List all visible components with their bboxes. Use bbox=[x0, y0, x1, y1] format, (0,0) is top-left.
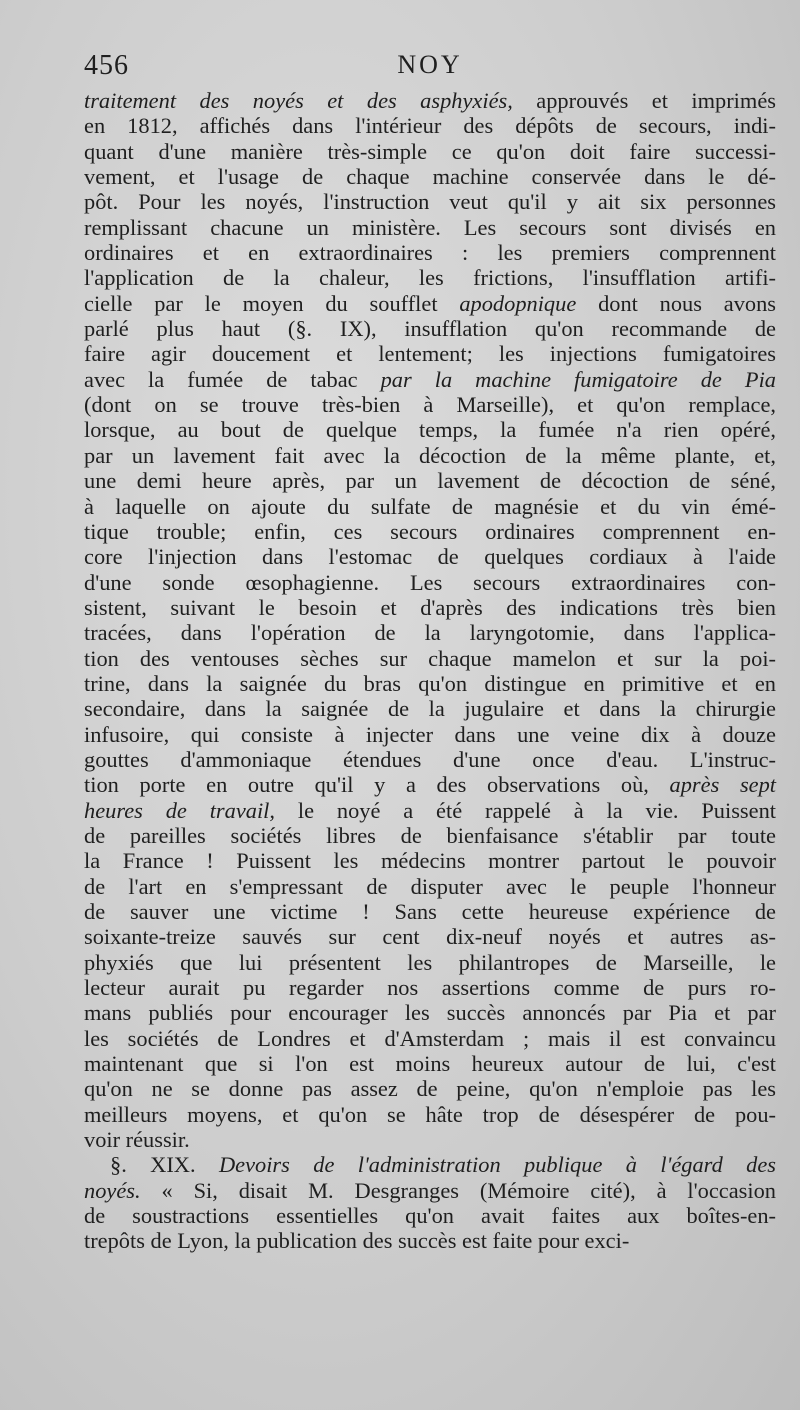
text-line bbox=[84, 341, 776, 366]
text-line bbox=[84, 899, 776, 924]
text-segment: une demi heure après, par un lavement de décoction de séné, bbox=[84, 468, 776, 494]
text-segment: infusoire, qui consiste à injecter dans une veine dix à douze bbox=[84, 721, 776, 747]
text-line bbox=[84, 1203, 776, 1228]
text-line bbox=[84, 1102, 776, 1127]
text-segment: l'application de la chaleur, les frictions, l'insufflation artifi- bbox=[84, 265, 776, 291]
text-line bbox=[84, 291, 776, 316]
text-line bbox=[84, 1026, 776, 1051]
text-line bbox=[84, 113, 776, 138]
italic-segment: Devoirs de l'administration publique à l'égard des bbox=[218, 1152, 776, 1178]
text-segment: dont nous avons bbox=[576, 290, 777, 316]
text-segment: la France ! Puissent les médecins montrer partout le pouvoir bbox=[84, 848, 776, 874]
text-line bbox=[84, 139, 776, 164]
text-line bbox=[84, 265, 776, 290]
text-segment: ordinaires et en extraordinaires : les premiers comprennent bbox=[84, 240, 776, 266]
italic-segment: par la machine fumigatoire de Pia bbox=[380, 366, 776, 392]
text-segment: de sauver une victime ! Sans cette heureuse expérience de bbox=[84, 899, 776, 924]
text-line bbox=[84, 392, 776, 417]
text-line bbox=[84, 975, 776, 1000]
text-segment: de pareilles sociétés libres de bienfaisance s'établir par toute bbox=[84, 822, 776, 848]
italic-segment: traitement des noyés et des asphyxiés, bbox=[84, 88, 513, 113]
text-segment: approuvés et imprimés bbox=[512, 88, 776, 113]
text-line bbox=[84, 468, 776, 493]
text-segment: tique trouble; enfin, ces secours ordinaires comprennent en- bbox=[84, 518, 776, 544]
text-line bbox=[84, 620, 776, 645]
text-line bbox=[84, 772, 776, 797]
text-segment: à laquelle on ajoute du sulfate de magnésie et du vin émé- bbox=[84, 493, 776, 519]
text-segment: trepôts de Lyon, la publication des succès est faite pour exci- bbox=[84, 1228, 630, 1254]
text-segment: tracées, dans l'opération de la laryngotomie, dans l'applica- bbox=[84, 620, 776, 646]
text-segment: d'une sonde œsophagienne. Les secours extraordinaires con- bbox=[84, 569, 776, 595]
text-line bbox=[84, 722, 776, 747]
text-segment: en 1812, affichés dans l'intérieur des dépôts de secours, indi- bbox=[84, 113, 776, 139]
text-line bbox=[84, 544, 776, 569]
text-segment: de soustractions essentielles qu'on avait faites aux boîtes-en- bbox=[84, 1203, 776, 1229]
running-head: NOY bbox=[397, 50, 463, 79]
text-line bbox=[84, 1152, 776, 1177]
text-segment: maintenant que si l'on est moins heureux autour de lui, c'est bbox=[84, 1051, 776, 1077]
text-segment: voir réussir. bbox=[84, 1127, 190, 1153]
text-line bbox=[84, 316, 776, 341]
text-line bbox=[84, 240, 776, 265]
text-segment: qu'on ne se donne pas assez de peine, qu'on n'emploie pas les bbox=[84, 1076, 776, 1102]
text-line bbox=[84, 1051, 776, 1076]
text-segment: les sociétés de Londres et d'Amsterdam ; mais il est convaincu bbox=[84, 1025, 776, 1051]
text-segment: tion des ventouses sèches sur chaque mamelon et sur la poi- bbox=[84, 645, 776, 671]
text-segment: remplissant chacune un ministère. Les secours sont divisés en bbox=[84, 214, 776, 240]
text-segment: mans publiés pour encourager les succès annoncés par Pia et par bbox=[84, 1000, 776, 1026]
text-line bbox=[84, 88, 776, 113]
text-line bbox=[84, 417, 776, 442]
text-line bbox=[84, 924, 776, 949]
text-line bbox=[84, 1127, 776, 1152]
text-segment: lorsque, au bout de quelque temps, la fumée n'a rien opéré, bbox=[84, 417, 776, 443]
text-line bbox=[84, 570, 776, 595]
text-line bbox=[84, 747, 776, 772]
body-text bbox=[84, 88, 776, 1254]
italic-segment: heures de travail, bbox=[84, 797, 276, 823]
text-line bbox=[84, 215, 776, 240]
text-segment: secondaire, dans la saignée de la jugulaire et dans la chirurgie bbox=[84, 696, 776, 722]
text-line bbox=[84, 189, 776, 214]
text-segment: cielle par le moyen du soufflet bbox=[84, 290, 460, 316]
text-line bbox=[84, 164, 776, 189]
text-segment: §. XIX. bbox=[110, 1152, 219, 1178]
text-segment: sistent, suivant le besoin et d'après des indications très bien bbox=[84, 594, 776, 620]
text-line bbox=[84, 494, 776, 519]
text-segment: (dont on se trouve très-bien à Marseille), et qu'on remplace, bbox=[84, 392, 776, 418]
page-header bbox=[84, 50, 776, 90]
text-segment: pôt. Pour les noyés, l'instruction veut qu'il y ait six personnes bbox=[84, 189, 776, 215]
text-segment: core l'injection dans l'estomac de quelques cordiaux à l'aide bbox=[84, 544, 776, 570]
text-segment: faire agir doucement et lentement; les injections fumigatoires bbox=[84, 341, 776, 367]
italic-segment: après sept bbox=[669, 772, 777, 798]
text-segment: « Si, disait M. Desgranges (Mémoire cité), à l'occasion bbox=[140, 1177, 776, 1203]
text-segment: par un lavement fait avec la décoction de la même plante, et, bbox=[84, 442, 776, 468]
text-line bbox=[84, 1000, 776, 1025]
text-line bbox=[84, 443, 776, 468]
text-segment: tion porte en outre qu'il y a des observations où, bbox=[84, 772, 670, 798]
text-line bbox=[84, 696, 776, 721]
text-line bbox=[84, 874, 776, 899]
text-line bbox=[84, 595, 776, 620]
text-line bbox=[84, 823, 776, 848]
text-line bbox=[84, 671, 776, 696]
text-segment: trine, dans la saignée du bras qu'on distingue en primitive et en bbox=[84, 670, 776, 696]
text-segment: gouttes d'ammoniaque étendues d'une once d'eau. L'instruc- bbox=[84, 746, 776, 772]
text-segment: vement, et l'usage de chaque machine conservée dans le dé- bbox=[84, 164, 776, 190]
text-segment: phyxiés que lui présentent les philantropes de Marseille, le bbox=[84, 949, 776, 975]
text-segment: quant d'une manière très-simple ce qu'on doit faire successi- bbox=[84, 138, 776, 164]
text-line bbox=[84, 1076, 776, 1101]
italic-segment: apodopnique bbox=[459, 290, 577, 316]
text-line bbox=[84, 1228, 776, 1253]
text-segment: parlé plus haut (§. IX), insufflation qu'on recommande de bbox=[84, 316, 776, 342]
italic-segment: noyés. bbox=[84, 1177, 141, 1203]
page-number: 456 bbox=[84, 50, 129, 81]
text-line bbox=[84, 367, 776, 392]
text-line bbox=[84, 646, 776, 671]
text-line bbox=[84, 1178, 776, 1203]
text-segment: meilleurs moyens, et qu'on se hâte trop de désespérer de pou- bbox=[84, 1101, 776, 1127]
text-line bbox=[84, 519, 776, 544]
text-segment: de l'art en s'empressant de disputer avec le peuple l'honneur bbox=[84, 873, 776, 899]
text-line bbox=[84, 798, 776, 823]
text-segment: soixante-treize sauvés sur cent dix-neuf noyés et autres as- bbox=[84, 924, 776, 950]
text-line bbox=[84, 950, 776, 975]
text-segment: le noyé a été rappelé à la vie. Puissent bbox=[275, 797, 776, 823]
text-line bbox=[84, 848, 776, 873]
text-segment: lecteur aurait pu regarder nos assertions comme de purs ro- bbox=[84, 975, 776, 1001]
text-segment: avec la fumée de tabac bbox=[84, 366, 381, 392]
